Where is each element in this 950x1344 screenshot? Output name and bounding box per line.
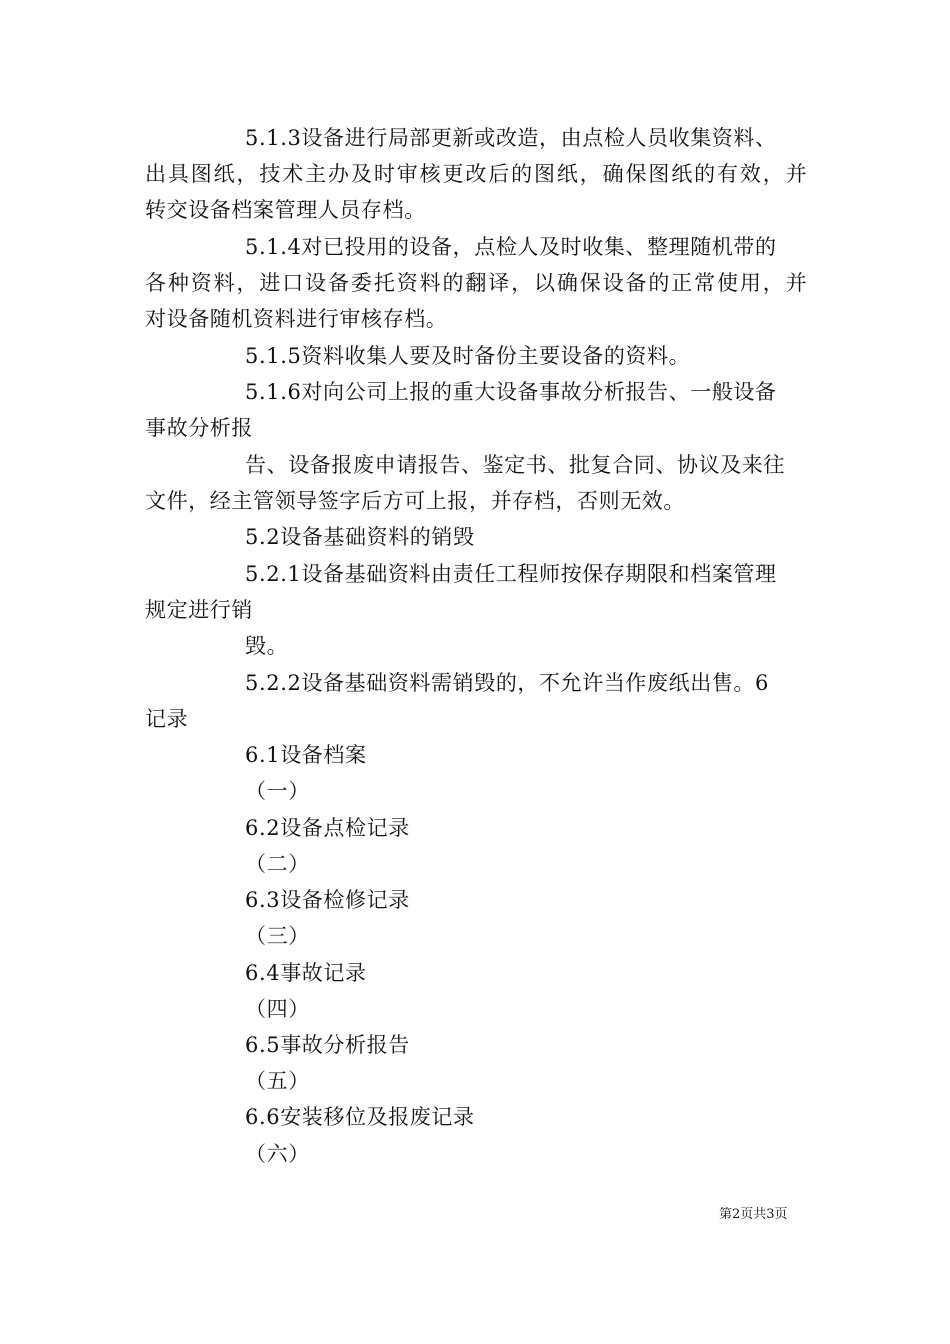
page-number-footer: 第2页共3页 [719, 1207, 788, 1222]
record-6-3-ref: （三） [245, 924, 310, 948]
line-5-1-4-start: 5.1.4对已投用的设备，点检人及时收集、整理随机带的 [245, 235, 777, 259]
line-5-1-3-start: 5.1.3设备进行局部更新或改造，由点检人员收集资料、 [245, 126, 777, 150]
line-6-heading: 记录 [145, 707, 189, 731]
line-5-1-6-cont2: 告、设备报废申请报告、鉴定书、批复合同、协议及来往 [245, 453, 785, 477]
line-5-2-1-start: 5.2.1设备基础资料由责任工程师按保存期限和档案管理 [245, 562, 777, 586]
line-5-1-6-cont: 事故分析报 [145, 416, 253, 440]
line-5-1-4-end: 对设备随机资料进行审核存档。 [145, 307, 448, 331]
line-5-2-heading: 5.2设备基础资料的销毁 [245, 525, 475, 549]
record-6-5: 6.5事故分析报告 [245, 1033, 410, 1057]
record-6-2: 6.2设备点检记录 [245, 816, 410, 840]
record-6-6-ref: （六） [245, 1142, 310, 1166]
line-5-2-1-end: 毁。 [245, 634, 289, 658]
line-5-1-5: 5.1.5资料收集人要及时备份主要设备的资料。 [245, 344, 691, 368]
record-6-2-ref: （二） [245, 852, 310, 876]
record-6-1: 6.1设备档案 [245, 743, 367, 767]
line-5-1-6-end: 文件，经主管领导签字后方可上报，并存档，否则无效。 [145, 489, 685, 513]
line-5-1-3-end: 转交设备档案管理人员存档。 [145, 198, 426, 222]
line-5-1-3-cont: 出具图纸，技术主办及时审核更改后的图纸，确保图纸的有效，并 [145, 162, 807, 186]
line-5-2-1-cont: 规定进行销 [145, 598, 253, 622]
record-6-3: 6.3设备检修记录 [245, 888, 410, 912]
line-5-1-4-cont: 各种资料，进口设备委托资料的翻译，以确保设备的正常使用，并 [145, 271, 807, 295]
record-6-1-ref: （一） [245, 779, 310, 803]
line-5-2-2: 5.2.2设备基础资料需销毁的，不允许当作废纸出售。6 [245, 671, 769, 695]
record-6-4-ref: （四） [245, 997, 310, 1021]
record-6-4: 6.4事故记录 [245, 961, 367, 985]
record-6-5-ref: （五） [245, 1069, 310, 1093]
line-5-1-6-start: 5.1.6对向公司上报的重大设备事故分析报告、一般设备 [245, 380, 777, 404]
record-6-6: 6.6安装移位及报废记录 [245, 1105, 475, 1129]
